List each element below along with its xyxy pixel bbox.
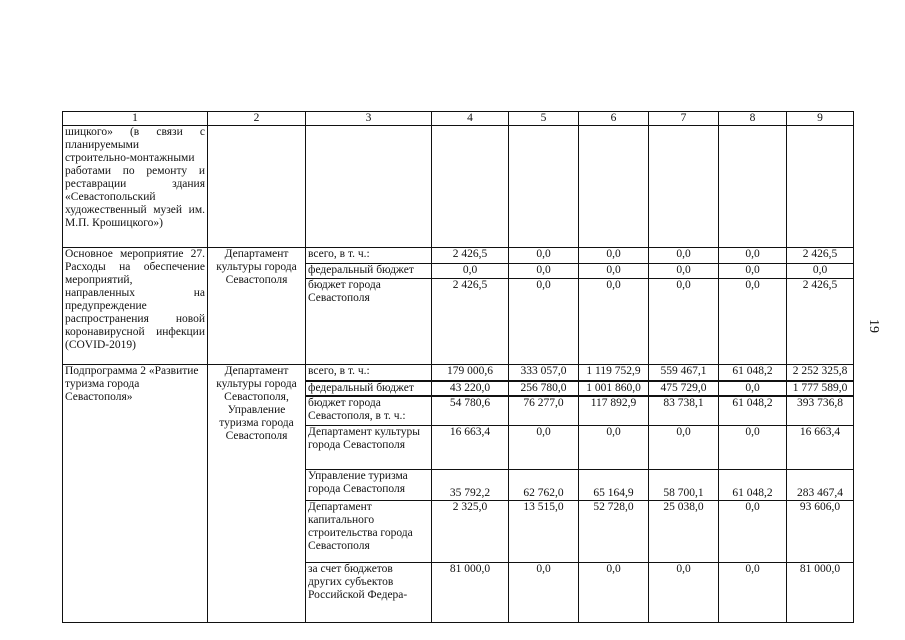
value-cell: 83 738,1 [649,396,719,426]
value-cell: 2 252 325,8 [787,365,854,381]
executor-cell: Департамент культуры города Севастополя, Управление туризма города Севастополя [208,365,306,623]
page-number: 19 [866,319,881,333]
value-cell: 2 426,5 [432,248,509,264]
source-cell: Управление туризма города Севастополя [306,470,432,501]
value-cell: 0,0 [787,264,854,279]
budget-table [62,111,854,623]
value-cell: 393 736,8 [787,396,854,426]
value-cell: 0,0 [719,501,787,563]
value-cell: 0,0 [719,563,787,623]
value-cell: 0,0 [579,279,649,365]
value-cell: 16 663,4 [787,426,854,470]
value-cell: 0,0 [649,248,719,264]
value-cell: 0,0 [579,426,649,470]
empty-cell [649,126,719,248]
value-cell: 0,0 [719,264,787,279]
value-cell: 61 048,2 [719,470,787,501]
empty-cell [719,126,787,248]
value-cell: 0,0 [719,381,787,396]
source-cell: за счет бюджетов других субъектов Российской Федера- [306,563,432,623]
source-cell: Департамент культуры города Севастополя [306,426,432,470]
value-cell: 283 467,4 [787,470,854,501]
table-row [63,365,854,381]
value-cell: 559 467,1 [649,365,719,381]
value-cell: 2 426,5 [432,279,509,365]
value-cell: 43 220,0 [432,381,509,396]
value-cell: 81 000,0 [787,563,854,623]
value-cell: 1 119 752,9 [579,365,649,381]
value-cell: 2 426,5 [787,279,854,365]
value-cell: 65 164,9 [579,470,649,501]
value-cell: 1 777 589,0 [787,381,854,396]
value-cell: 0,0 [432,264,509,279]
empty-cell [208,126,306,248]
executor-cell: Департамент культуры города Севастополя [208,248,306,365]
activity-cell: Подпрограмма 2 «Развитие туризма города Севастополя» [63,365,208,623]
activity-cell: Основное мероприятие 27. Расходы на обеспечение мероприятий, направленных на предупреждение распространения новой коронавирусной инфекции (COVID-2019) [63,248,208,365]
value-cell: 0,0 [719,248,787,264]
value-cell: 0,0 [579,264,649,279]
value-cell: 333 057,0 [509,365,579,381]
empty-cell [509,126,579,248]
value-cell: 62 762,0 [509,470,579,501]
header-cell: 8 [719,112,787,126]
value-cell: 54 780,6 [432,396,509,426]
value-cell: 0,0 [649,563,719,623]
value-cell: 2 325,0 [432,501,509,563]
empty-cell [579,126,649,248]
value-cell: 0,0 [649,264,719,279]
source-cell: Департамент капитального строительства города Севастополя [306,501,432,563]
value-cell: 61 048,2 [719,365,787,381]
value-cell: 0,0 [509,279,579,365]
value-cell: 16 663,4 [432,426,509,470]
value-cell: 0,0 [719,426,787,470]
activity-cell: шицкого» (в связи с планируемыми строительно-монтажными работами по ремонту и реставрации здания «Севастопольский художественный музей им. М.П. Крошицкого») [63,126,208,248]
header-cell: 7 [649,112,719,126]
source-cell: федеральный бюджет [306,264,432,279]
source-cell: бюджет города Севастополя, в т. ч.: [306,396,432,426]
table-row [63,126,854,248]
source-cell: всего, в т. ч.: [306,248,432,264]
value-cell: 0,0 [649,426,719,470]
value-cell: 0,0 [579,563,649,623]
header-cell: 1 [63,112,208,126]
value-cell: 0,0 [509,264,579,279]
header-cell: 6 [579,112,649,126]
header-cell: 5 [509,112,579,126]
header-row [63,112,854,126]
value-cell: 179 000,6 [432,365,509,381]
header-cell: 3 [306,112,432,126]
table-row [63,248,854,264]
value-cell: 1 001 860,0 [579,381,649,396]
header-cell: 4 [432,112,509,126]
value-cell: 61 048,2 [719,396,787,426]
value-cell: 0,0 [649,279,719,365]
empty-cell [787,126,854,248]
value-cell: 2 426,5 [787,248,854,264]
value-cell: 35 792,2 [432,470,509,501]
value-cell: 475 729,0 [649,381,719,396]
value-cell: 0,0 [509,248,579,264]
value-cell: 58 700,1 [649,470,719,501]
value-cell: 52 728,0 [579,501,649,563]
value-cell: 0,0 [509,563,579,623]
value-cell: 0,0 [509,426,579,470]
value-cell: 76 277,0 [509,396,579,426]
value-cell: 93 606,0 [787,501,854,563]
source-cell: бюджет города Севастополя [306,279,432,365]
header-cell: 9 [787,112,854,126]
empty-cell [432,126,509,248]
value-cell: 0,0 [579,248,649,264]
header-cell: 2 [208,112,306,126]
source-cell: всего, в т. ч.: [306,365,432,381]
empty-cell [306,126,432,248]
value-cell: 81 000,0 [432,563,509,623]
value-cell: 117 892,9 [579,396,649,426]
value-cell: 13 515,0 [509,501,579,563]
value-cell: 25 038,0 [649,501,719,563]
value-cell: 0,0 [719,279,787,365]
source-cell: федеральный бюджет [306,381,432,396]
value-cell: 256 780,0 [509,381,579,396]
